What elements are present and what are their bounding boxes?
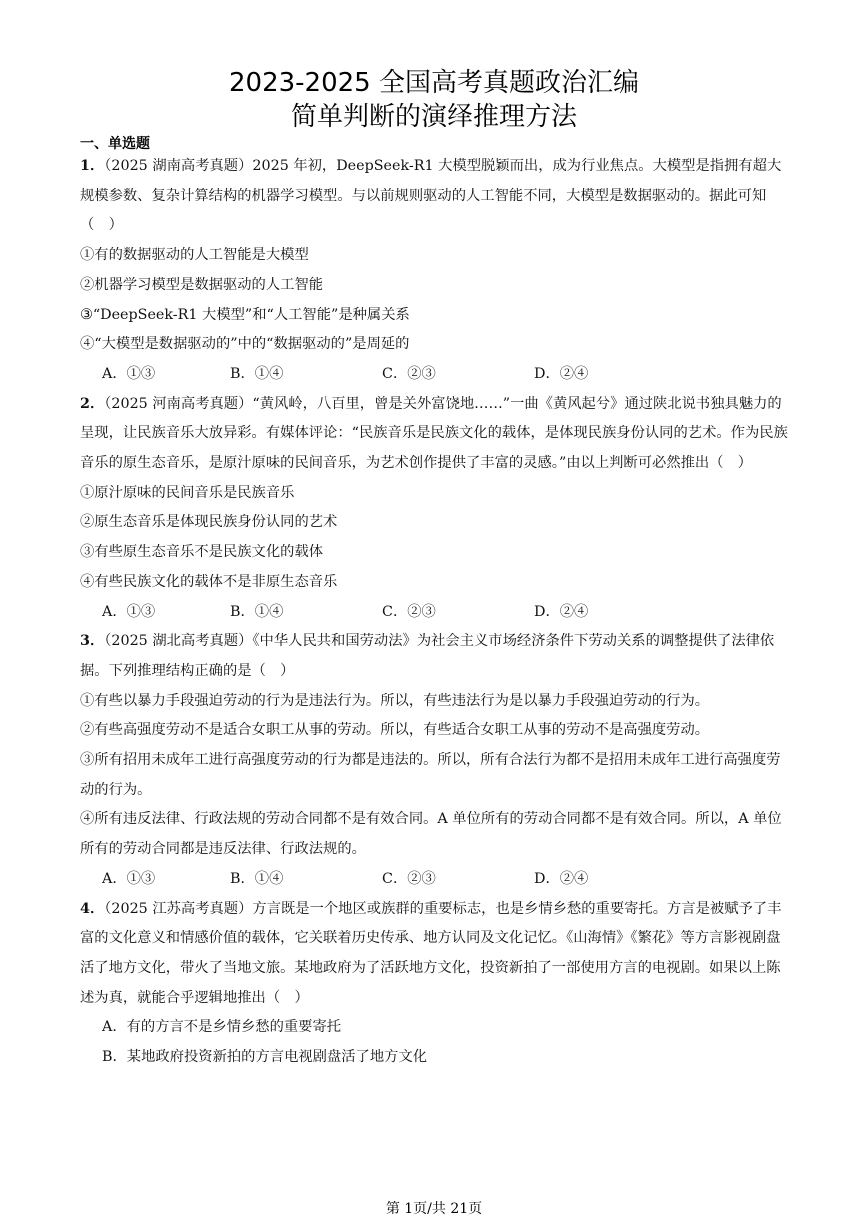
answer-options <box>80 598 792 628</box>
statement: ②有些高强度劳动不是适合女职工从事的劳动。所以，有些适合女职工从事的劳动不是高强度劳动。 <box>80 722 710 739</box>
option-a: A．①③ <box>102 365 156 382</box>
option-d: D．②④ <box>534 365 589 382</box>
option-b: B．某地政府投资新拍的方言电视剧盘活了地方文化 <box>102 1049 428 1066</box>
option-a: A．有的方言不是乡情乡愁的重要寄托 <box>102 1019 342 1036</box>
statement: ③“DeepSeek-R1 大模型”和“人工智能”是种属关系 <box>80 306 410 323</box>
option-a: A．①③ <box>102 603 156 620</box>
statement: ①原汁原味的民间音乐是民族音乐 <box>80 484 295 501</box>
question-list <box>80 152 792 1073</box>
question-number: 1． <box>80 158 105 174</box>
option-a: A．①③ <box>102 870 156 887</box>
option-b: B．①④ <box>230 365 284 382</box>
statement: ③有些原生态音乐不是民族文化的载体 <box>80 544 324 561</box>
page-title: 2023-2025 全国高考真题政治汇编 <box>229 68 639 98</box>
answer-options <box>80 360 792 390</box>
option-c: C．②③ <box>382 603 436 620</box>
option-d: D．②④ <box>534 603 589 620</box>
question-number: 2． <box>80 395 105 412</box>
question-2-stem <box>80 390 792 479</box>
section-heading: 一、单选题 <box>80 136 150 152</box>
question-4-stem <box>80 895 792 1014</box>
question-text: （2025 河南高考真题）“黄风岭，八百里，曾是关外富饶地……”一曲《黄风起兮》通过陕北说书独具魅力的呈现，让民族音乐大放异彩。有媒体评论：“民族音乐是民族文化的载体，是体现民族身份认同的艺术。作为民族音乐的原生态音乐，是原汁原味的民间音乐，为艺术创作提供了丰富的灵感。”由以上判断可必然推出（ ） <box>80 395 788 472</box>
statement: ③所有招用未成年工进行高强度劳动的行为都是违法的。所以，所有合法行为都不是招用未成年工进行高强度劳动的行为。 <box>80 752 781 798</box>
statement: ①有些以暴力手段强迫劳动的行为是违法行为。所以，有些违法行为是以暴力手段强迫劳动的行为。 <box>80 692 710 709</box>
statement: ①有的数据驱动的人工智能是大模型 <box>80 247 309 264</box>
option-b: B．①④ <box>230 603 284 620</box>
page-footer: 第 1页/共 21页 <box>385 1201 483 1217</box>
question-1-stem <box>80 152 792 241</box>
option-c: C．②③ <box>382 870 436 887</box>
question-number: 4． <box>80 900 105 917</box>
statement: ④“大模型是数据驱动的”中的“数据驱动的”是周延的 <box>80 336 410 353</box>
option-c: C．②③ <box>382 365 436 382</box>
option-b: B．①④ <box>230 870 284 887</box>
question-text: （2025 江苏高考真题）方言既是一个地区或族群的重要标志，也是乡情乡愁的重要寄托。方言是被赋予了丰富的文化意义和情感价值的载体，它关联着历史传承、地方认同及文化记忆。《山海情》《繁花》等方言影视剧盘活了地方文化，带火了当地文旅。某地政府为了活跃地方文化，投资新拍了一部使用方言的电视剧。如果以上陈述为真，就能合乎逻辑地推出（ ） <box>80 900 782 1006</box>
statement: ④所有违反法律、行政法规的劳动合同都不是有效合同。A 单位所有的劳动合同都不是有效合同。所以，A 单位所有的劳动合同都是违反法律、行政法规的。 <box>80 811 782 858</box>
statement: ②原生态音乐是体现民族身份认同的艺术 <box>80 514 338 531</box>
statement: ②机器学习模型是数据驱动的人工智能 <box>80 276 324 293</box>
page-subtitle: 简单判断的演绎推理方法 <box>290 102 577 132</box>
statement: ④有些民族文化的载体不是非原生态音乐 <box>80 573 338 590</box>
option-d: D．②④ <box>534 870 589 887</box>
question-text: （2025 湖南高考真题）2025 年初，DeepSeek-R1 大模型脱颖而出，成为行业焦点。大模型是指拥有超大规模参数、复杂计算结构的机器学习模型。与以前规则驱动的人工智能不同，大模型是数据驱动的。据此可知（ ） <box>80 158 782 234</box>
question-number: 3． <box>80 633 105 650</box>
answer-options <box>80 865 792 895</box>
question-text: （2025 湖北高考真题）《中华人民共和国劳动法》为社会主义市场经济条件下劳动关系的调整提供了法律依据。下列推理结构正确的是（ ） <box>80 633 775 679</box>
question-3-stem <box>80 627 792 686</box>
